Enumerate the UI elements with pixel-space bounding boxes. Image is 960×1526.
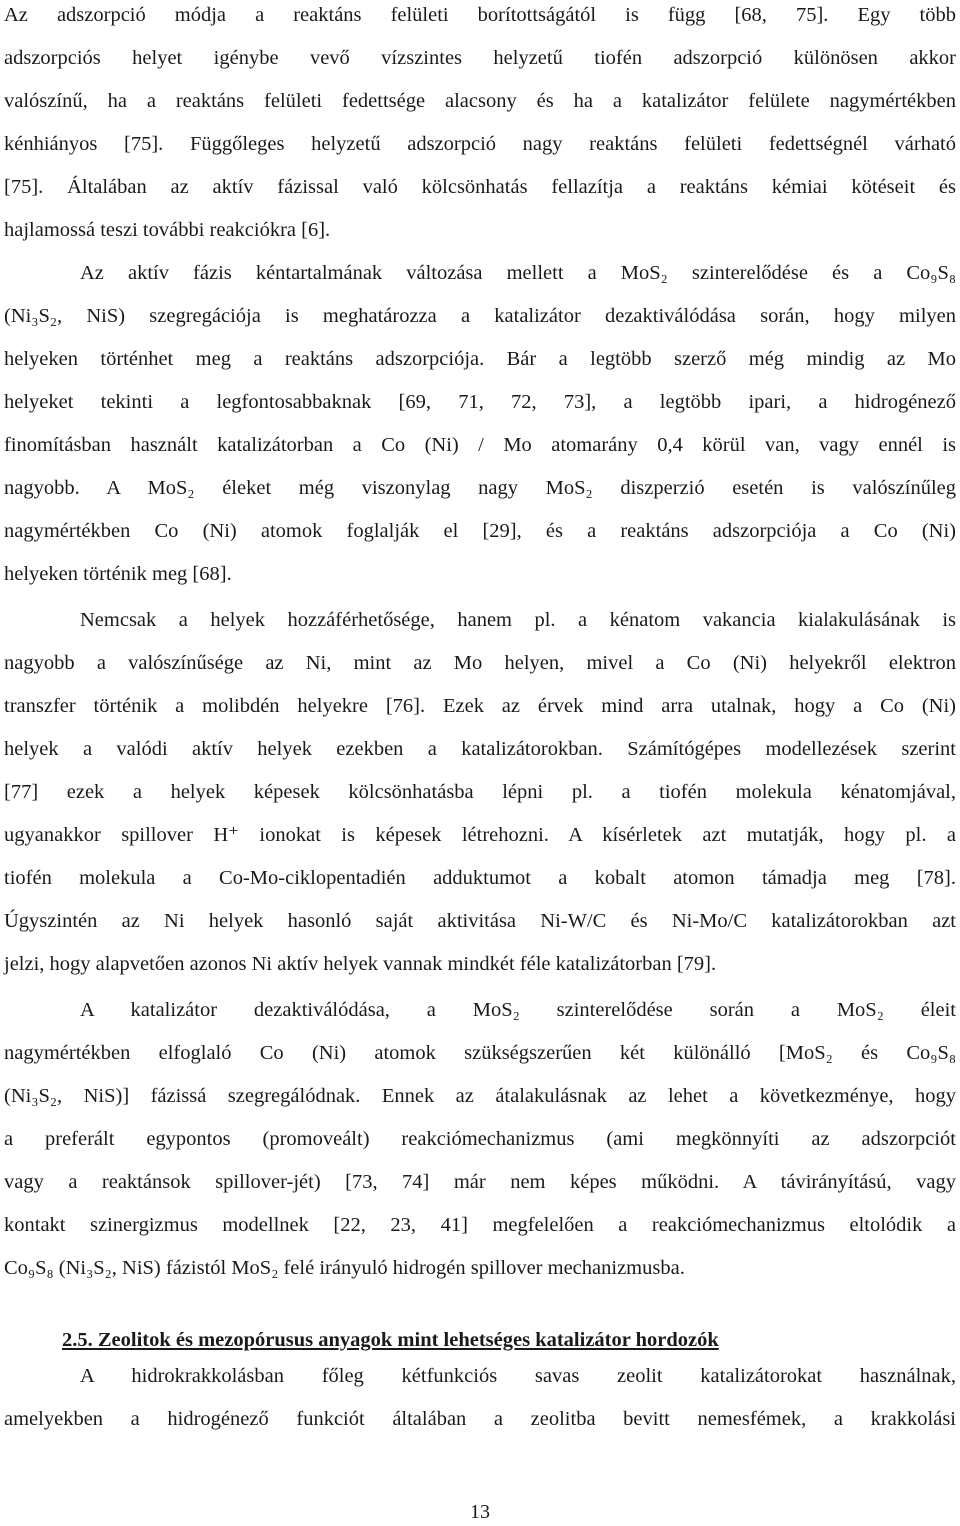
text-line: nagymértékben Co (Ni) atomok foglalják el [29], és a reaktáns adszorpciója a Co (Ni) [4, 520, 956, 542]
text-line: nagyobb a valószínűsége az Ni, mint az Mo helyen, mivel a Co (Ni) helyekről elektron [4, 652, 956, 674]
text-line: Co₉S₈ (Ni₃S₂, NiS) fázistól MoS₂ felé irányuló hidrogén spillover mechanizmusba. [4, 1257, 685, 1279]
text-line: valószínű, ha a reaktáns felületi fedettsége alacsony és ha a katalizátor felülete nagymértékben [4, 90, 956, 112]
text-line: [77] ezek a helyek képesek kölcsönhatásba lépni pl. a tiofén molekula kénatomjával, [4, 781, 956, 803]
text-line: kénhiányos [75]. Függőleges helyzetű adszorpció nagy reaktáns felületi fedettségnél várható [4, 133, 956, 155]
text-line: finomításban használt katalizátorban a Co (Ni) / Mo atomarány 0,4 körül van, vagy ennél is [4, 434, 956, 456]
text-line: A katalizátor dezaktiválódása, a MoS₂ szinterelődése során a MoS₂ éleit [80, 999, 956, 1021]
text-line: transzfer történik a molibdén helyekre [76]. Ezek az érvek mind arra utalnak, hogy a Co (Ni) [4, 695, 956, 717]
text-line: (Ni₃S₂, NiS)] fázissá szegregálódnak. Ennek az átalakulásnak az lehet a következménye, hogy [4, 1085, 956, 1107]
text-line: helyek a valódi aktív helyek ezekben a katalizátorokban. Számítógépes modellezések szerint [4, 738, 956, 760]
text-line: hajlamossá teszi további reakciókra [6]. [4, 219, 331, 241]
text-line: vagy a reaktánsok spillover-jét) [73, 74] már nem képes működni. A távirányítású, vagy [4, 1171, 956, 1193]
text-line: nagymértékben elfoglaló Co (Ni) atomok szükségszerűen két különálló [MoS₂ és Co₉S₈ [4, 1042, 956, 1064]
text-line: Az aktív fázis kéntartalmának változása mellett a MoS₂ szinterelődése és a Co₉S₈ [80, 262, 956, 284]
page-number: 13 [470, 1501, 490, 1523]
text-line: Az adszorpció módja a reaktáns felületi borítottságától is függ [68, 75]. Egy több [4, 4, 956, 26]
text-line: (Ni₃S₂, NiS) szegregációja is meghatározza a katalizátor dezaktiválódása során, hogy milyen [4, 305, 956, 327]
text-line: adszorpciós helyet igénybe vevő vízszintes helyzetű tiofén adszorpció különösen akkor [4, 47, 956, 69]
text-line: Úgyszintén az Ni helyek hasonló saját aktivitása Ni-W/C és Ni-Mo/C katalizátorokban azt [4, 910, 956, 932]
text-line: Nemcsak a helyek hozzáférhetősége, hanem pl. a kénatom vakancia kialakulásának is [80, 609, 956, 631]
text-line: jelzi, hogy alapvetően azonos Ni aktív helyek vannak mindkét féle katalizátorban [79]. [4, 953, 717, 975]
text-line: helyeket tekinti a legfontosabbaknak [69, 71, 72, 73], a legtöbb ipari, a hidrogénező [4, 391, 956, 413]
text-line: helyeken történik meg [68]. [4, 563, 232, 585]
text-line: tiofén molekula a Co-Mo-ciklopentadién adduktumot a kobalt atomon támadja meg [78]. [4, 867, 956, 889]
text-line: amelyekben a hidrogénező funkciót általában a zeolitba bevitt nemesfémek, a krakkolási [4, 1408, 956, 1430]
text-line: [75]. Általában az aktív fázissal való kölcsönhatás fellazítja a reaktáns kémiai kötéseit és [4, 176, 956, 198]
text-line: a preferált egypontos (promoveált) reakciómechanizmus (ami megkönnyíti az adszorpciót [4, 1128, 956, 1150]
text-line: A hidrokrakkolásban főleg kétfunkciós savas zeolit katalizátorokat használnak, [80, 1365, 956, 1387]
text-line: ugyanakkor spillover H⁺ ionokat is képesek létrehozni. A kísérletek azt mutatják, hogy pl. a [4, 824, 956, 846]
text-line: helyeken történhet meg a reaktáns adszorpciója. Bár a legtöbb szerző még mindig az Mo [4, 348, 956, 370]
section-heading: 2.5. Zeolitok és mezopórusus anyagok mint lehetséges katalizátor hordozók [62, 1329, 719, 1351]
text-line: kontakt szinergizmus modellnek [22, 23, 41] megfelelően a reakciómechanizmus eltolódik a [4, 1214, 956, 1236]
text-line: nagyobb. A MoS₂ éleket még viszonylag nagy MoS₂ diszperzió esetén is valószínűleg [4, 477, 956, 499]
